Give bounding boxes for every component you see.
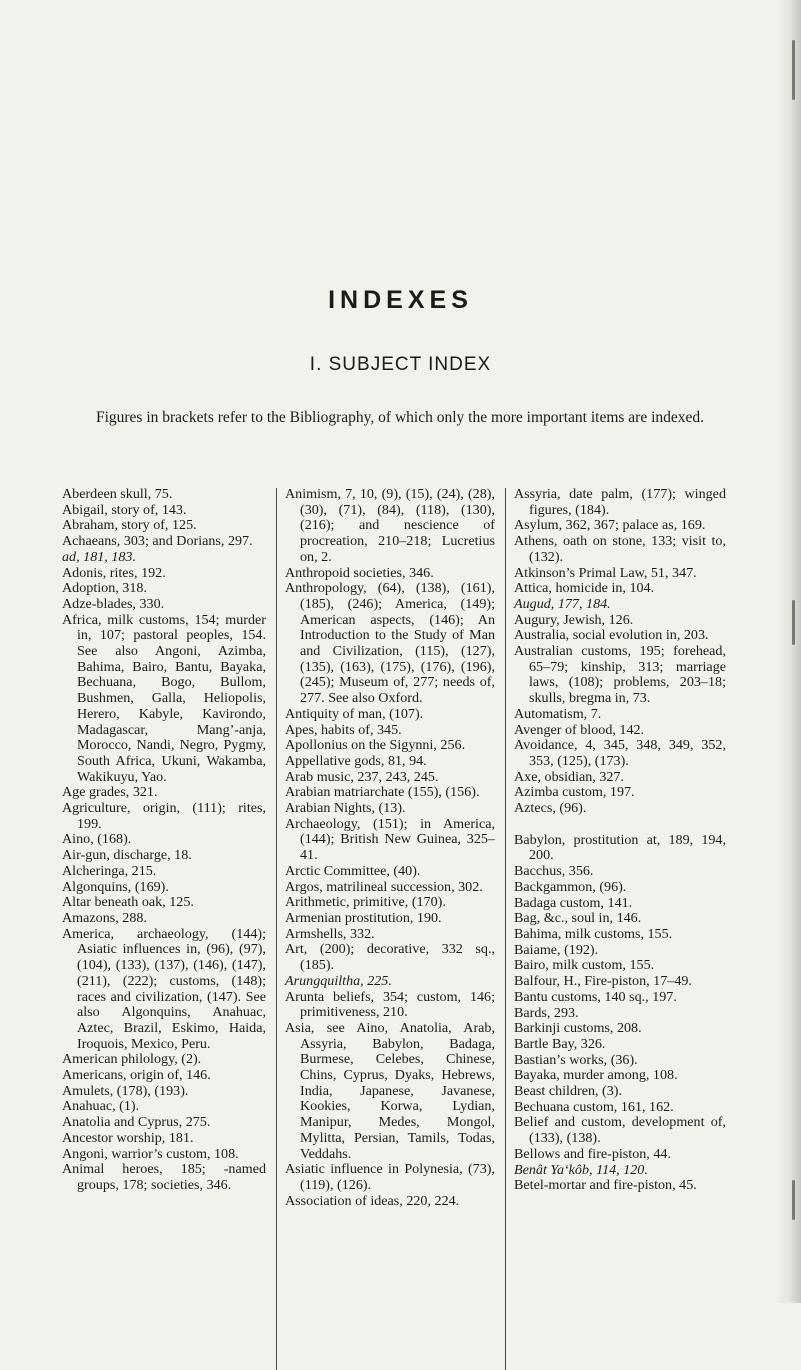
index-entry: Art, (200); decorative, 332 sq., (185). (285, 941, 495, 974)
index-column-2 (285, 487, 495, 1209)
index-entry: Bellows and fire-piston, 44. (514, 1145, 671, 1162)
index-entry: Apollonius on the Sigynni, 256. (285, 737, 466, 754)
index-entry: Abraham, story of, 125. (62, 517, 197, 534)
index-entry: Arabian Nights, (13). (285, 800, 406, 817)
index-entry: Anthropology, (64), (138), (161), (185), (246); America, (149); American aspects, (146); An Introduction to the Study of Man and Civilization, (115), (127), (135), (163), (175), (176), (196), (245); Museum of, 277; needs of, 277. See also Oxford. (285, 580, 495, 707)
index-column-1 (62, 487, 266, 1194)
index-entry: Aino, (168). (62, 831, 132, 848)
index-entry: Asia, see Aino, Anatolia, Arab, Assyria, Babylon, Badaga, Burmese, Celebes, Chinese, Chins, Cyprus, Dyaks, Hebrews, India, Japanese, Javanese, Kookies, Korwa, Lydian, Manipur, Medes, Mongol, Mylitta, Persian, Tamils, Todas, Veddahs. (285, 1019, 495, 1162)
index-entry: Air-gun, discharge, 18. (62, 847, 192, 864)
scan-edge-mark (792, 600, 795, 645)
index-entry: Asiatic influence in Polynesia, (73), (119), (126). (285, 1161, 495, 1193)
scan-edge-mark (792, 40, 795, 100)
index-entry: Bahima, milk customs, 155. (514, 925, 673, 942)
index-entry: American philology, (2). (62, 1051, 202, 1068)
index-entry: ad, 181, 183. (62, 548, 136, 565)
index-entry: Armenian prostitution, 190. (285, 909, 442, 926)
index-note: Figures in brackets refer to the Bibliography, of which only the more important items are indexed. (95, 409, 705, 426)
index-entry: Anthropoid societies, 346. (285, 564, 434, 581)
index-entry: Bairo, milk custom, 155. (514, 957, 655, 974)
index-entry: Amazons, 288. (62, 909, 147, 926)
index-entry: Assyria, date palm, (177); winged figures, (184). (514, 486, 726, 518)
index-entry: Agriculture, origin, (111); rites, 199. (62, 800, 266, 832)
index-entry: Arithmetic, primitive, (170). (285, 894, 446, 911)
index-entry: Beast children, (3). (514, 1083, 623, 1100)
index-entry: Atkinson’s Primal Law, 51, 347. (514, 564, 697, 581)
index-entry: Australian customs, 195; forehead, 65–79; kinship, 313; marriage laws, (108); problems, 203–18; skulls, bregma in, 73. (514, 643, 726, 707)
index-entry: Arunta beliefs, 354; custom, 146; primitiveness, 210. (285, 988, 495, 1021)
index-entry: Americans, origin of, 146. (62, 1067, 211, 1084)
index-entry: Asylum, 362, 367; palace as, 169. (514, 517, 706, 534)
index-entry: Ancestor worship, 181. (62, 1129, 194, 1146)
index-entry: Arabian matriarchate (155), (156). (285, 784, 480, 801)
index-entry: Antiquity of man, (107). (285, 705, 424, 722)
index-entry: Apes, habits of, 345. (285, 721, 402, 738)
index-entry: Alcheringa, 215. (62, 862, 157, 879)
index-entry: Baiame, (192). (514, 941, 599, 958)
index-entry: Archaeology, (151); in America, (144); British New Guinea, 325–41. (285, 815, 495, 864)
index-entry: Association of ideas, 220, 224. (285, 1192, 460, 1209)
index-entry: Belief and custom, development of, (133), (138). (514, 1114, 726, 1147)
index-column-3 (514, 487, 726, 1194)
index-entry: Badaga custom, 141. (514, 894, 633, 911)
index-entry: Argos, matrilineal succession, 302. (285, 878, 483, 895)
index-entry: Achaeans, 303; and Dorians, 297. (62, 533, 253, 550)
index-entry: Axe, obsidian, 327. (514, 768, 624, 785)
column-divider (505, 488, 506, 1370)
index-entry: Abigail, story of, 143. (62, 501, 187, 518)
index-entry: Appellative gods, 81, 94. (285, 752, 427, 769)
index-entry: Anahuac, (1). (62, 1098, 140, 1115)
index-entry: Backgammon, (96). (514, 878, 627, 895)
index-entry: Angoni, warrior’s custom, 108. (62, 1145, 239, 1162)
index-entry: Barkinji customs, 208. (514, 1020, 642, 1037)
section-heading: I. SUBJECT INDEX (309, 354, 492, 375)
index-entry: Benât Ya‘kôb, 114, 120. (514, 1161, 648, 1178)
index-entry: Augud, 177, 184. (514, 595, 611, 612)
index-entry: Animal heroes, 185; -named groups, 178; societies, 346. (62, 1161, 266, 1193)
index-entry: Athens, oath on stone, 133; visit to, (132). (514, 533, 726, 565)
index-entry: Balfour, H., Fire-piston, 17–49. (514, 973, 692, 990)
index-entry: Bartle Bay, 326. (514, 1035, 606, 1052)
index-entry: Bastian’s works, (36). (514, 1051, 638, 1068)
index-entry: Altar beneath oak, 125. (62, 894, 194, 911)
index-entry: Bayaka, murder among, 108. (514, 1067, 678, 1084)
index-entry: Adze-blades, 330. (62, 595, 165, 612)
index-entry: Avoidance, 4, 345, 348, 349, 352, 353, (125), (173). (514, 737, 726, 769)
index-entry: Algonquins, (169). (62, 878, 169, 895)
index-entry: Bards, 293. (514, 1004, 579, 1021)
index-entry: Adonis, rites, 192. (62, 564, 166, 581)
index-entry: Aztecs, (96). (514, 800, 587, 817)
index-entry: Attica, homicide in, 104. (514, 580, 655, 597)
index-entry: Avenger of blood, 142. (514, 721, 645, 738)
index-entry: Bag, &c., soul in, 146. (514, 910, 642, 927)
index-entry: Betel-mortar and fire-piston, 45. (514, 1177, 697, 1194)
scan-edge-mark (792, 1180, 795, 1220)
index-entry: Bechuana custom, 161, 162. (514, 1098, 674, 1115)
index-entry: Adoption, 318. (62, 580, 147, 597)
index-entry: Arab music, 237, 243, 245. (285, 768, 439, 785)
index-entry: Aberdeen skull, 75. (62, 486, 173, 502)
page-heading: INDEXES (328, 286, 473, 314)
index-entry: Animism, 7, 10, (9), (15), (24), (28), (30), (71), (84), (118), (130), (216); and nescience of procreation, 210–218; Lucretius on, 2. (285, 486, 495, 565)
index-entry: Babylon, prostitution at, 189, 194, 200. (514, 831, 726, 864)
index-entry: Age grades, 321. (62, 784, 158, 801)
index-entry: Arctic Committee, (40). (285, 862, 421, 879)
column-divider (276, 488, 277, 1370)
index-entry: Amulets, (178), (193). (62, 1082, 189, 1099)
index-entry: Augury, Jewish, 126. (514, 611, 634, 628)
index-entry: Automatism, 7. (514, 705, 602, 722)
index-entry: Bacchus, 356. (514, 863, 594, 880)
index-entry: Azimba custom, 197. (514, 784, 635, 801)
index-entry: Africa, milk customs, 154; murder in, 107; pastoral peoples, 154. See also Angoni, Azimba, Bahima, Bairo, Bantu, Bayaka, Bechuana, Bogo, Bullom, Bushmen, Galla, Heliopolis, Herero, Kabyle, Kavirondo, Madagascar, Mang’-anja, Morocco, Nandi, Negro, Pygmy, South Africa, Ukuni, Wakamba, Wakikuyu, Yao. (62, 611, 266, 785)
index-entry: Armshells, 332. (285, 925, 375, 942)
index-entry: Bantu customs, 140 sq., 197. (514, 988, 677, 1005)
index-entry: Anatolia and Cyprus, 275. (62, 1114, 211, 1131)
index-entry: Arungquiltha, 225. (285, 972, 392, 989)
page-edge-shadow (775, 0, 801, 1303)
index-entry: Australia, social evolution in, 203. (514, 627, 709, 644)
index-entry: America, archaeology, (144); Asiatic influences in, (96), (97), (104), (133), (137), (146), (147), (211), (222); customs, (148); races and civilization, (147). See also Algonquins, Anahuac, Aztec, Brazil, Eskimo, Haida, Iroquois, Mexico, Peru. (62, 925, 266, 1052)
